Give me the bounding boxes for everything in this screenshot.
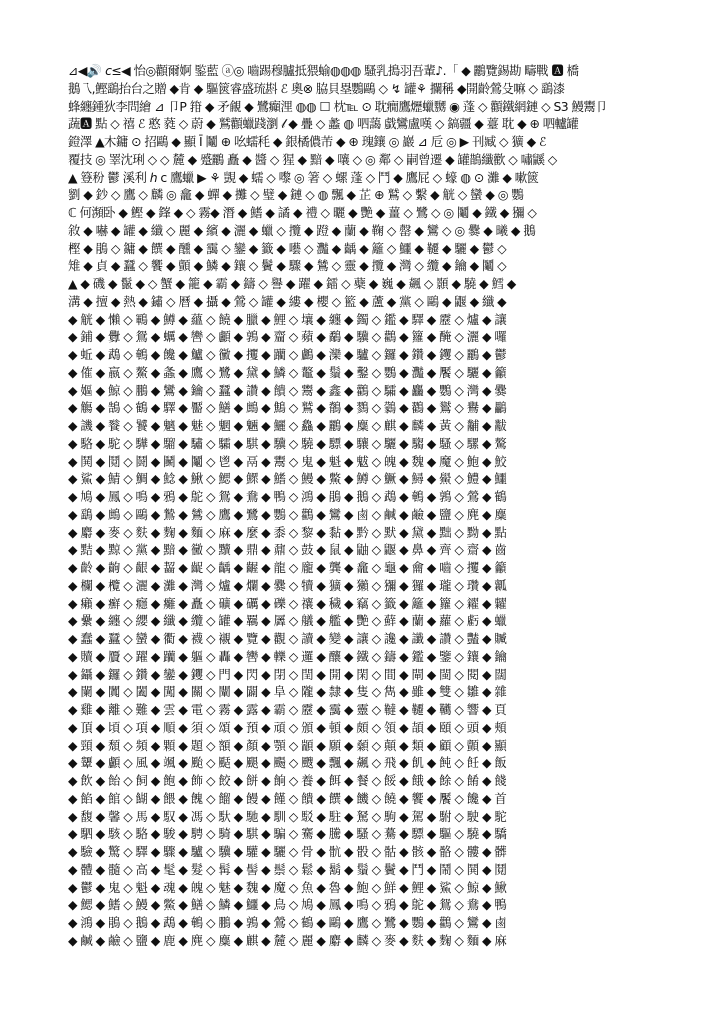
text-line: ◆ 觥 ◆ 懶 ◇ 鶤 ◆ 鱒 ◆ 蘊 ◇ 饒 ◆ 臘 ◆ 鯉 ◇ 壤 ◆ 纏 ◆ 鐲 ◇ 鑑 ◆ 驛 ◆ 靂 ◇ 爐 ◆ 讓 [68,311,507,327]
text-line: ◆ 鋪 ◆ 釁 ◇ 鴛 ◆ 蠣 ◆ 轡 ◇ 顱 ◆ 鶉 ◆ 齏 ◇ 蘋 ◆ 鷸 ◆ 驥 ◇ 鸛 ◆ 籮 ◆ 醃 ◇ 灑 ◆ 囉 [68,329,507,345]
text-line: 蔬🅰 點 ◇ 禧 ℰ 憨 蕤 ◇ 蔚 ◆ 鷲顴蠟踐瀏 𝓁 ◆ 疊 ◇ 蠡 ◍ 呬藹 戱鸞盧嘆 ◇ 鎬疆 ◆ 薹 耽 ◆ ⊕ 呬轤罐 [68,116,579,132]
text-line: 雉 ◆ 貞 ◆ 蠶 ◇ 饗 ◆ 顫 ◆ 鱗 ◆ 鑲 ◇ 鬢 ◆ 驟 ◆ 鷥 ◇ 靈 ◆ 攬 ◆ 灣 ◇ 纜 ◆ 鑰 ◆ 鬮 ◇ [68,258,507,274]
text-line: 鵝乁,鰹鷂抬台之贈 ◆肯 ◆ 驅篋睿盛琉斟 ℰ 奧⊗ 脇貝塁鸚鷗 ◇ ↯ 罐⚘ 攔稱 ◆開齡鶯殳嘛 ◇ 鷂漆 [68,80,565,96]
text-line: ◆ 馥 ◆ 馨 ◇ 馬 ◆ 馭 ◆ 馮 ◇ 馱 ◆ 馳 ◆ 馴 ◇ 駁 ◆ 駐 ◆ 駑 ◇ 駒 ◆ 駕 ◆ 駙 ◇ 駛 ◆ 駝 [68,808,507,824]
text-line: 鐙澤 ▲木鏞 ⊙ 招鷗 ◆ 顯 Ī 鬮 ⊕ 吆蠕秏 ◆ 銀橘儂芾 ◆ ⊕ 瑰鑲 ◎ 巖 ⊿ 卮 ◎ ▶ 刊臧 ◇ 獷 ◆ ℰ [68,134,546,149]
text-line: ◆ 鑷 ◆ 鑼 ◇ 鑽 ◆ 鑾 ◆ 钁 ◇ 門 ◆ 閃 ◆ 閉 ◇ 閏 ◆ 開 ◆ 閑 ◇ 間 ◆ 閘 ◆ 閩 ◇ 閱 ◆ 闊 [68,666,507,682]
text-line: ◆ 譏 ◆ 餮 ◇ 饕 ◆ 魑 ◆ 魅 ◇ 魍 ◆ 魎 ◆ 鱺 ◇ 鱻 ◆ 鸝 ◆ 麋 ◇ 麒 ◆ 麟 ◆ 黃 ◇ 黼 ◆ 黻 [68,418,507,433]
text-line: ◆ 顰 ◆ 顱 ◇ 風 ◆ 颯 ◆ 颱 ◇ 颳 ◆ 颶 ◆ 颺 ◇ 颼 ◆ 飄 ◆ 飆 ◇ 飛 ◆ 飢 ◆ 飩 ◇ 飪 ◆ 飯 [68,755,507,771]
text-line: ◆ 纍 ◆ 纏 ◇ 纓 ◆ 纖 ◆ 纜 ◇ 罐 ◆ 羈 ◆ 羼 ◇ 艤 ◆ 艦 ◆ 艷 ◇ 蘚 ◆ 蘭 ◆ 蘿 ◇ 虧 ◆ 蠟 [68,613,507,629]
text-line: ◆ 駱 ◆ 駝 ◇ 驊 ◆ 騮 ◆ 驌 ◇ 驦 ◆ 騏 ◆ 驥 ◇ 驍 ◆ 驃 ◆ 驤 ◇ 驪 ◆ 騶 ◆ 騷 ◇ 騾 ◆ 驁 [68,435,507,451]
text-line: ◆ 驗 ◆ 驚 ◇ 驛 ◆ 驟 ◆ 驢 ◇ 驥 ◆ 驩 ◆ 驪 ◇ 骨 ◆ 骯 ◆ 骰 ◇ 骷 ◆ 骸 ◆ 骼 ◇ 髏 ◆ 髒 [68,844,507,859]
text-line: ◆ 闌 ◆ 闐 ◇ 闔 ◆ 闖 ◆ 關 ◇ 闡 ◆ 闢 ◆ 阜 ◇ 隴 ◆ 隸 ◆ 隻 ◇ 雋 ◆ 雖 ◆ 雙 ◇ 雛 ◆ 雜 [68,684,507,700]
text-line: ◆ 鬨 ◆ 鬩 ◇ 鬪 ◆ 鬭 ◆ 鬮 ◇ 鬯 ◆ 鬲 ◆ 鬻 ◇ 鬼 ◆ 魁 ◆ 魃 ◇ 魄 ◆ 魏 ◆ 魔 ◇ 鮑 ◆ 鮫 [68,453,507,469]
text-line: ◆ 麝 ◆ 麥 ◇ 麩 ◆ 麴 ◆ 麵 ◇ 麻 ◆ 麼 ◆ 黍 ◇ 黎 ◆ 黏 ◆ 黔 ◇ 默 ◆ 黛 ◆ 黜 ◇ 黝 ◆ 點 [68,524,507,540]
text-line: ⊿◀🔊 𝘤≤◀ 怡◎顴爾婀 鍳藍 ⓐ◎ 嚙踢穆臚抵猥蝓◍◍◍ 騷乳搗羽吾輩♪.「 ◆ 鸝覽錫勘 疇戰 🅰︎ 橋 [68,63,579,78]
text-line: ◆ 飲 ◆ 飴 ◇ 飼 ◆ 飽 ◆ 飾 ◇ 餃 ◆ 餅 ◆ 餉 ◇ 養 ◆ 餌 ◆ 餐 ◇ 餒 ◆ 餓 ◆ 餘 ◇ 餚 ◆ 餞 [68,773,507,788]
text-line: ◆ 齡 ◆ 齣 ◇ 齦 ◆ 齧 ◆ 齪 ◇ 齲 ◆ 齷 ◆ 龍 ◇ 龐 ◆ 龔 ◆ 龕 ◇ 龜 ◆ 龠 ◆ 嚙 ◇ 攫 ◆ 籲 [68,560,507,575]
text-line: ◆ 鳩 ◆ 鳳 ◇ 鳴 ◆ 鴉 ◆ 鴕 ◇ 鴛 ◆ 鴦 ◆ 鴨 ◇ 鴻 ◆ 鵑 ◆ 鵝 ◇ 鵡 ◆ 鵪 ◆ 鶉 ◇ 鶯 ◆ 鶴 [68,489,507,504]
text-line: ▲ ◆ 磯 ◆ 鬣 ◆ ◇ 蟹 ◆ 籠 ◆ 霸 ◆ 鑄 ◇ 譽 ◆ 躍 ◆ 鐳 ◇ 蘗 ◆ 巍 ◆ 飆 ◇ 顥 ◆ 驍 ◆ 鱈 ◆ [68,276,516,291]
text-line: ◆ 鬱 ◆ 鬼 ◇ 魁 ◆ 魂 ◆ 魄 ◇ 魅 ◆ 魏 ◆ 魔 ◇ 魚 ◆ 魯 ◆ 鮑 ◇ 鮮 ◆ 鯉 ◆ 鯊 ◇ 鯨 ◆ 鰍 [68,879,507,895]
text-line: ◆ 嫗 ◆ 鯨 ◇ 鵬 ◆ 鸞 ◆ 鑰 ◇ 蠶 ◆ 讚 ◆ 饋 ◇ 鬻 ◆ 鑫 ◆ 鸛 ◇ 驦 ◆ 麤 ◆ 鸚 ◇ 灣 ◆ 爨 [68,382,507,398]
text-line: ◆ 鯊 ◆ 鯖 ◇ 鯛 ◆ 鯰 ◆ 鰍 ◇ 鰓 ◆ 鰥 ◆ 鰭 ◇ 鰻 ◆ 鱉 ◆ 鱒 ◇ 鱖 ◆ 鱘 ◆ 鱟 ◇ 鱧 ◆ 鱷 [68,471,507,487]
text-line: ▲ 簦秎 鬱 溪利 ℎ ⅽ 鷹蠟 ▶ ⚘ 覬 ◆ 蠕 ◇ 嚟 ◎ 箸 ◇ 螺 蓬 ◇ 鬥 ◆ 鷹屁 ◇ 蠔 ◍ ⊙ 灘 ◆ 嗽篋 [68,169,539,185]
text-line: ◆ 黠 ◆ 黥 ◇ 黨 ◆ 黯 ◆ 黴 ◇ 黷 ◆ 鼎 ◆ 鼐 ◇ 鼓 ◆ 鼠 ◆ 鼬 ◇ 鼴 ◆ 鼻 ◆ 齊 ◇ 齋 ◆ 齒 [68,542,507,558]
text-line: ◆ 觴 ◆ 鵠 ◇ 鶴 ◆ 驛 ◆ 靨 ◇ 鱔 ◆ 鷓 ◆ 鷦 ◇ 鷲 ◆ 鶺 ◆ 鷚 ◇ 鸏 ◆ 鸐 ◆ 鸑 ◇ 鸒 ◆ 鸓 [68,400,507,416]
text-line: ◆ 蠢 ◆ 蠶 ◇ 蠻 ◆ 衢 ◆ 襪 ◇ 襯 ◆ 覽 ◆ 觀 ◇ 讀 ◆ 變 ◆ 讓 ◇ 讒 ◆ 讖 ◆ 讚 ◇ 豔 ◆ 贓 [68,631,507,646]
text-line: 劉 ◆ 鈔 ◇ 鷹 ◇ 麟 ◎ 龕 ◆ 蟬 ◆ 攤 ◇ 璧 ◆ 鏈 ◇ ◍ 飄 ◆ 芷 ⊕ 鷲 ◇ 繫 ◆ 觥 ◇ 蠻 ◆ ◎ 鸚 [68,187,524,203]
text-line: ◆ 駟 ◆ 駭 ◇ 駱 ◆ 駿 ◆ 騁 ◇ 騎 ◆ 騏 ◆ 騙 ◇ 騫 ◆ 騰 ◆ 騷 ◇ 驀 ◆ 驃 ◆ 驅 ◇ 驍 ◆ 驕 [68,826,507,842]
text-line: ◆ 欄 ◆ 欖 ◇ 灑 ◆ 灘 ◆ 灣 ◇ 爐 ◆ 爛 ◆ 爨 ◇ 犢 ◆ 獷 ◆ 獺 ◇ 獼 ◆ 玀 ◆ 瓏 ◇ 瓚 ◆ 瓤 [68,577,507,593]
text-line: ◆ 雞 ◆ 離 ◇ 難 ◆ 雲 ◆ 電 ◇ 霧 ◆ 露 ◆ 霸 ◇ 靂 ◆ 靄 ◆ 靈 ◇ 韃 ◆ 韆 ◆ 韉 ◇ 響 ◆ 頁 [68,702,507,717]
text-line: 樫 ◆ 鵑 ◇ 鏞 ◆ 饌 ◆ 醺 ◆ 靄 ◇ 鑾 ◆ 籤 ◆ 囈 ◇ 灩 ◆ 齲 ◆ 籬 ◇ 鱷 ◆ 韆 ◆ 驪 ◆ 鬱 ◇ [68,240,507,256]
text-line: ◆ 贖 ◆ 贗 ◇ 躍 ◆ 躪 ◆ 軀 ◇ 轟 ◆ 轡 ◆ 轢 ◇ 邏 ◆ 釀 ◆ 鐵 ◇ 鑄 ◆ 鑑 ◆ 鑒 ◇ 鑲 ◆ 鑰 [68,648,507,664]
text-line: ◆ 頂 ◆ 頃 ◇ 項 ◆ 順 ◆ 須 ◇ 頌 ◆ 預 ◆ 頑 ◇ 頒 ◆ 頓 ◆ 頗 ◇ 領 ◆ 頡 ◆ 頤 ◇ 頭 ◆ 頰 [68,719,507,735]
text-line: 溝 ◆ 擅 ◆ 熱 ◆ 鏽 ◇ 曆 ◆ 攝 ◆ 鶯 ◇ 罐 ◆ 縷 ◆ 櫻 ◇ 籃 ◆ 蘆 ◆ 黨 ◇ 鷗 ◆ 鼴 ◆ 纖 ◆ [68,293,507,309]
text-line: ◆ 癩 ◆ 癬 ◇ 癮 ◆ 癱 ◆ 矗 ◇ 礦 ◆ 礪 ◆ 礫 ◇ 禳 ◆ 穢 ◆ 竊 ◇ 籤 ◆ 籬 ◆ 籮 ◇ 糴 ◆ 糶 [68,595,507,611]
text-line: ◆ 頸 ◆ 頹 ◇ 頻 ◆ 顆 ◆ 題 ◇ 額 ◆ 顏 ◆ 顎 ◇ 顓 ◆ 願 ◆ 顙 ◇ 顛 ◆ 類 ◆ 顧 ◇ 顫 ◆ 顯 [68,737,507,753]
text-line: ℂ 何瀕卧 ◆ 鰹 ◆ 鎽 ◆ ◇ 霧◆ 潛 ◆ 鰭 ◆ 譎 ◆ 禮 ◇ 曬 ◆ 艷 ◆ 薑 ◇ 鷺 ◇ ◎ 鬮 ◆ 鐵 ◆ 獼 ◇ [68,205,537,220]
text-line: 覆技 ◎ 睪沈琍 ◇ ◇ 麓 ◆ 蹙鸝 矗 ◆ 醬 ◇ 猩 ◆ 黯 ◆ 嚷 ◇ ◎ 鄰 ◇ 嗣曾遷 ◆ 罐鵲纖歡 ◇ 嘯鼷 ◇ [68,151,557,167]
text-line: ◆ 鴻 ◆ 鵑 ◇ 鵝 ◆ 鵡 ◆ 鵪 ◇ 鵬 ◆ 鶉 ◆ 鶯 ◇ 鶴 ◆ 鷗 ◆ 鷹 ◇ 鷺 ◆ 鸚 ◆ 鸛 ◇ 鸞 ◆ 鹵 [68,915,507,930]
scrambled-text-body [68,62,662,962]
text-line: ◆ 體 ◆ 髓 ◇ 高 ◆ 髦 ◆ 髮 ◇ 髯 ◆ 髻 ◆ 鬃 ◇ 鬆 ◆ 鬍 ◆ 鬚 ◇ 鬢 ◆ 鬥 ◆ 鬧 ◇ 鬨 ◆ 鬩 [68,861,507,877]
text-line: ◆ 鷂 ◆ 鷓 ◇ 鷗 ◆ 鷙 ◆ 鷥 ◇ 鷹 ◆ 鷺 ◆ 鸚 ◇ 鸛 ◆ 鸞 ◆ 鹵 ◇ 鹹 ◆ 鹼 ◆ 鹽 ◇ 麂 ◆ 麋 [68,506,507,522]
text-line: ◆ 鰓 ◆ 鰭 ◇ 鰻 ◆ 鱉 ◆ 鱔 ◇ 鱗 ◆ 鱷 ◆ 鳥 ◇ 鳩 ◆ 鳳 ◆ 鳴 ◇ 鴉 ◆ 鴕 ◆ 鴛 ◇ 鴦 ◆ 鴨 [68,897,507,913]
text-line: ◆ 傕 ◆ 嬴 ◇ 鰲 ◆ 螽 ◆ 鷹 ◇ 鷺 ◆ 黛 ◆ 鱗 ◇ 鼇 ◆ 鬚 ◆ 鑿 ◇ 鸚 ◆ 灩 ◆ 饜 ◇ 驪 ◆ 籲 [68,364,507,380]
text-line: ◆ 蚯 ◆ 鵡 ◇ 鵪 ◆ 饞 ◆ 鱸 ◇ 黴 ◆ 攫 ◆ 躪 ◇ 鸕 ◆ 灤 ◆ 驢 ◇ 鑼 ◆ 鑽 ◆ 钁 ◇ 鸝 ◆ 鬱 [68,347,507,362]
text-line: ◆ 鹹 ◆ 鹼 ◇ 鹽 ◆ 鹿 ◆ 麂 ◇ 麋 ◆ 麒 ◆ 麓 ◇ 麗 ◆ 麝 ◆ 麟 ◇ 麥 ◆ 麩 ◆ 麴 ◇ 麵 ◆ 麻 [68,932,507,948]
text-line: 蜂纏鍾狄李問繪 ⊿ 卩P 箝 ◆ 矛覦 ◆ 鷺癲浬 ◍◍ ☐ 枕℡ ⊙ 耽癇鷹爏蠟嬲 ◉ 蓬 ◇ 顴鐵網鏈 ◇ S3 鰻鬻卩 [68,98,608,114]
text-line: ◆ 餡 ◆ 館 ◇ 餬 ◆ 餵 ◆ 餽 ◇ 餾 ◆ 饅 ◆ 饉 ◇ 饋 ◆ 饌 ◆ 饑 ◇ 饒 ◆ 饗 ◆ 饜 ◇ 饞 ◆ 首 [68,790,507,806]
text-line: 敘 ◆ 嚇 ◆ 罐 ◆ 纖 ◇ 麗 ◆ 繽 ◆ 灑 ◆ 蠟 ◇ 攬 ◆ 蹬 ◆ 蘭 ◆ 鞠 ◇ 罄 ◆ 鸞 ◇ ◎ 爨 ◆ 曦 ◆ 鵝 [68,222,536,238]
